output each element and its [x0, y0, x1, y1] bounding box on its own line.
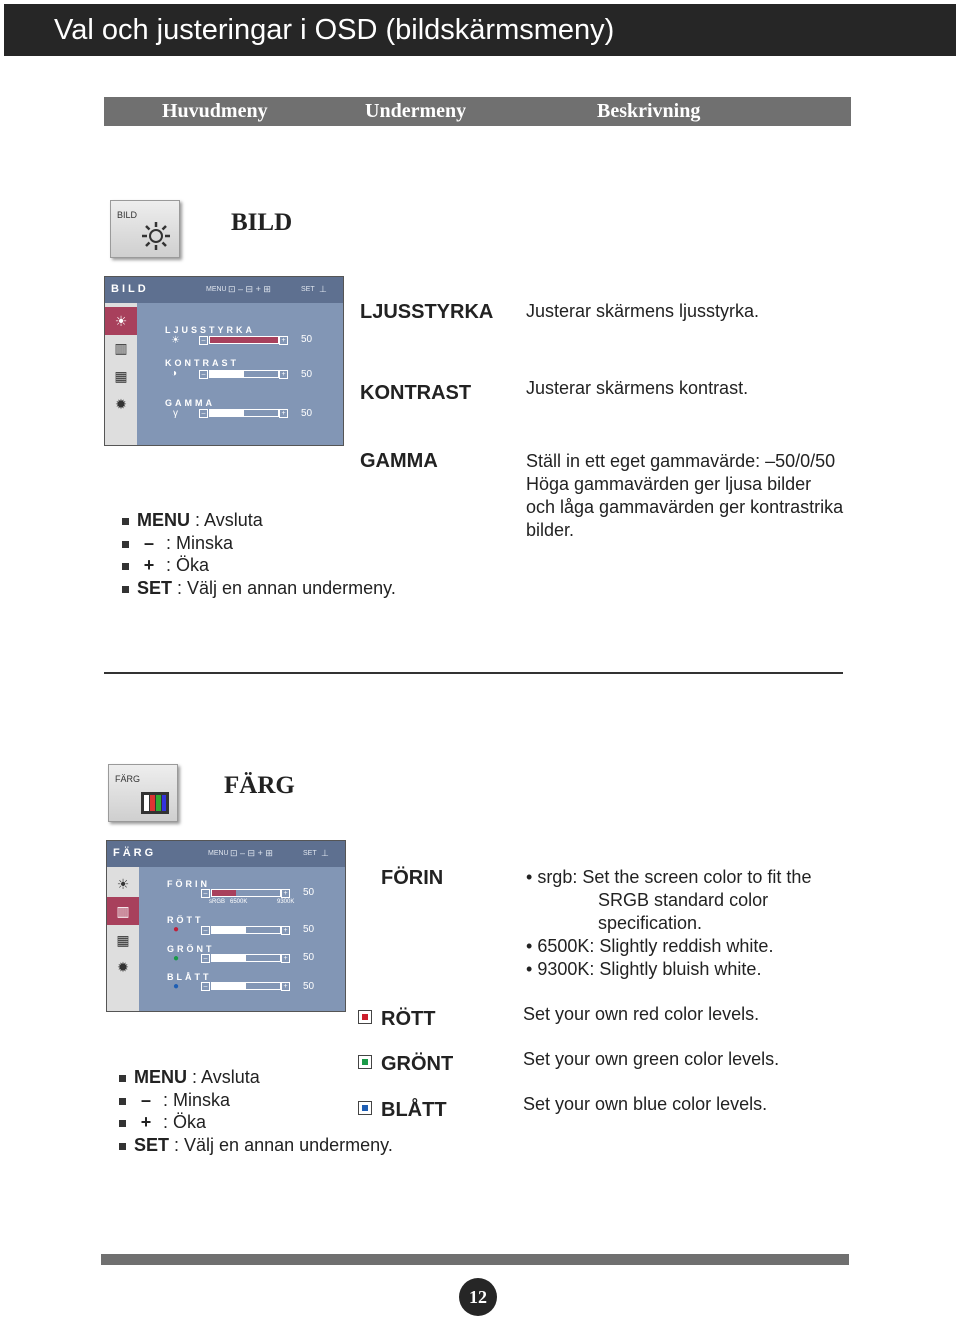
- minus-icon: –: [201, 982, 210, 991]
- bild-osd-screenshot: [104, 276, 344, 446]
- osd-slider: [209, 409, 279, 417]
- osd-nav-icons: ⊡ – ⊟ + ⊞: [228, 284, 271, 294]
- osd-slider: [211, 954, 281, 962]
- red-swatch-icon: [358, 1010, 372, 1024]
- column-header: [104, 97, 851, 126]
- legend-key: MENU: [137, 510, 190, 530]
- desc-line: och låga gammavärden ger kontrastrika: [526, 497, 844, 517]
- submenu-ljusstyrka: LJUSSTYRKA: [360, 301, 494, 323]
- osd-item-value: 50: [303, 924, 315, 935]
- minus-key: –: [143, 532, 154, 553]
- farg-thumb-label: FÄRG: [115, 774, 141, 784]
- minus-icon: –: [199, 409, 208, 418]
- plus-icon: +: [279, 370, 288, 379]
- description-gront: Set your own green color levels.: [523, 1049, 780, 1069]
- osd-item-value: 50: [301, 334, 313, 345]
- blue-dot-icon: ●: [173, 981, 180, 992]
- osd-set-hint: SET: [301, 286, 315, 293]
- description-ljusstyrka: Justerar skärmens ljusstyrka.: [526, 301, 760, 321]
- settings-gear-icon: ✹: [117, 959, 129, 975]
- plus-icon: +: [281, 954, 290, 963]
- header-submenu: Undermeny: [365, 100, 467, 122]
- osd-item-value: 50: [301, 369, 313, 380]
- tracking-icon: ▦: [114, 368, 128, 384]
- minus-icon: –: [201, 926, 210, 935]
- submenu-forin: FÖRIN: [381, 867, 444, 889]
- section-divider: [104, 672, 843, 674]
- submenu-gront: GRÖNT: [381, 1053, 454, 1075]
- desc-line: Ställ in ett eget gammavärde: –50/0/50: [526, 451, 836, 471]
- osd-set-icon: ⊥: [321, 848, 329, 858]
- brightness-icon: ☀: [114, 313, 128, 329]
- plus-icon: +: [281, 926, 290, 935]
- legend-row: [119, 1111, 393, 1134]
- color-bars-icon: ▥: [116, 903, 130, 919]
- bild-menu-icon-tile: [110, 200, 180, 258]
- farg-osd-screenshot: [106, 840, 346, 1012]
- osd-item-label: KONTRAST: [165, 358, 239, 368]
- description-gamma: [526, 450, 843, 542]
- osd-item-value: 50: [303, 981, 315, 992]
- osd-title: FÄRG: [113, 847, 157, 859]
- color-bars-icon: ▥: [114, 340, 128, 356]
- osd-set-hint: SET: [303, 850, 317, 857]
- osd-item-label: BLÅTT: [167, 972, 212, 982]
- osd-slider: [209, 336, 279, 344]
- osd-nav-icons: ⊡ – ⊟ + ⊞: [230, 848, 273, 858]
- preset-option: sRGB: [209, 899, 226, 905]
- osd-item-label: RÖTT: [167, 915, 204, 925]
- red-dot-icon: ●: [173, 924, 180, 935]
- sun-icon: ☀: [171, 335, 180, 346]
- legend-text: : Minska: [166, 532, 234, 553]
- description-blatt: Set your own blue color levels.: [523, 1094, 768, 1114]
- plus-icon: +: [281, 982, 290, 991]
- settings-gear-icon: ✹: [115, 396, 127, 412]
- green-dot-icon: ●: [173, 953, 180, 964]
- preset-option: 9300K: [277, 899, 295, 905]
- footer-bar: [101, 1254, 849, 1265]
- osd-item-value: 50: [303, 952, 315, 963]
- legend-text: : Välj en annan undermeny.: [174, 1134, 393, 1155]
- osd-menu-hint: MENU: [206, 286, 227, 293]
- minus-icon: –: [199, 370, 208, 379]
- osd-title: BILD: [111, 283, 149, 295]
- plus-icon: +: [279, 336, 288, 345]
- legend-row: [119, 1066, 393, 1089]
- submenu-kontrast: KONTRAST: [360, 382, 472, 404]
- legend-key: MENU: [134, 1067, 187, 1087]
- legend-row: [122, 554, 396, 577]
- legend-key: SET: [137, 577, 173, 598]
- farg-section-title: FÄRG: [224, 772, 295, 799]
- minus-icon: –: [201, 889, 210, 898]
- legend-text: : Öka: [163, 1112, 207, 1132]
- plus-key: +: [143, 555, 155, 575]
- bild-section-title: BILD: [231, 209, 293, 236]
- osd-item-label: GAMMA: [165, 398, 215, 408]
- page-title: Val och justeringar i OSD (bildskärmsmeny): [4, 4, 956, 56]
- description-kontrast: Justerar skärmens kontrast.: [526, 378, 749, 398]
- description-rott: Set your own red color levels.: [523, 1004, 760, 1024]
- osd-item-label: GRÖNT: [167, 944, 215, 954]
- legend-row: [119, 1089, 393, 1112]
- desc-line: bilder.: [526, 520, 575, 540]
- osd-slider: [209, 370, 279, 378]
- minus-icon: –: [199, 336, 208, 345]
- osd-slider: [211, 926, 281, 934]
- contrast-icon: ◑: [171, 368, 178, 379]
- submenu-blatt: BLÅTT: [381, 1099, 447, 1121]
- page-number: 12: [459, 1278, 497, 1316]
- color-bars-icon: [141, 792, 169, 814]
- preset-option: 6500K: [230, 899, 248, 905]
- submenu-gamma: GAMMA: [360, 450, 438, 472]
- legend-row: [122, 577, 396, 600]
- plus-icon: +: [279, 409, 288, 418]
- header-description: Beskrivning: [597, 100, 701, 122]
- osd-item-value: 50: [301, 408, 313, 419]
- desc-line: • srgb: Set the screen color to fit the: [526, 866, 811, 889]
- osd-menu-hint: MENU: [208, 850, 229, 857]
- desc-line: • 9300K: Slightly bluish white.: [526, 958, 811, 981]
- desc-line: SRGB standard color: [598, 890, 769, 910]
- desc-line: specification.: [598, 913, 703, 933]
- farg-key-legend: [119, 1066, 393, 1156]
- gamma-icon: γ: [173, 408, 178, 419]
- brightness-icon: ☀: [116, 876, 130, 892]
- osd-set-icon: ⊥: [319, 284, 327, 294]
- legend-key: SET: [134, 1134, 170, 1155]
- legend-text: : Avsluta: [192, 1067, 260, 1087]
- osd-item-label: FÖRIN: [167, 879, 210, 889]
- header-main-menu: Huvudmeny: [162, 100, 268, 122]
- minus-icon: –: [201, 954, 210, 963]
- legend-text: : Avsluta: [195, 510, 263, 530]
- legend-text: : Minska: [163, 1089, 231, 1110]
- legend-row: [119, 1134, 393, 1157]
- description-forin: [526, 866, 811, 981]
- bild-thumb-label: BILD: [117, 210, 138, 220]
- plus-icon: +: [281, 889, 290, 898]
- osd-preset-slider: [211, 889, 281, 897]
- legend-row: [122, 532, 396, 555]
- osd-item-value: 50: [303, 887, 315, 898]
- farg-menu-icon-tile: [108, 764, 178, 822]
- legend-row: [122, 509, 396, 532]
- bild-key-legend: [122, 509, 396, 599]
- desc-line: Höga gammavärden ger ljusa bilder: [526, 474, 812, 494]
- minus-key: –: [140, 1089, 151, 1110]
- legend-text: : Öka: [166, 555, 210, 575]
- desc-line: • 6500K: Slightly reddish white.: [526, 935, 811, 958]
- osd-item-label: LJUSSTYRKA: [165, 325, 256, 335]
- legend-text: : Välj en annan undermeny.: [177, 577, 396, 598]
- submenu-rott: RÖTT: [381, 1008, 436, 1030]
- tracking-icon: ▦: [116, 932, 130, 948]
- brightness-icon: [141, 221, 171, 251]
- plus-key: +: [140, 1112, 152, 1132]
- osd-slider: [211, 982, 281, 990]
